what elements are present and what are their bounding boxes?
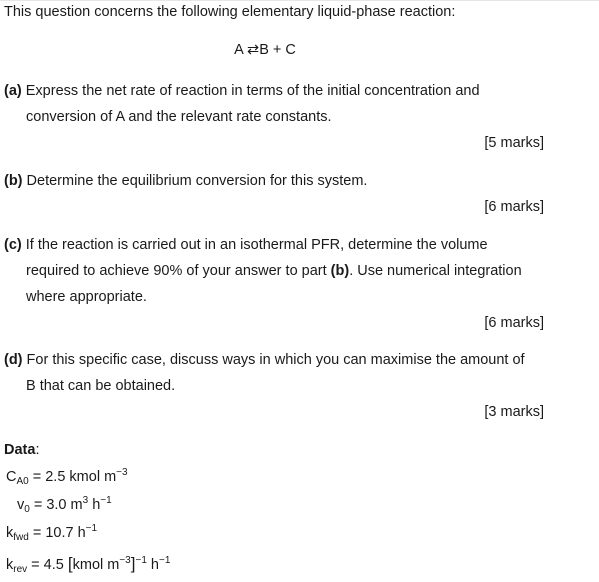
part-d-label: (d) (4, 352, 23, 368)
part-b-label: (b) (4, 173, 23, 189)
data-heading: Data: (4, 442, 40, 458)
reactant: A (234, 42, 243, 58)
part-a-label: (a) (4, 83, 22, 99)
reversible-arrow: ⇄ (247, 42, 260, 58)
part-c-line1: (c) If the reaction is carried out in an isothermal PFR, determine the volume (4, 237, 488, 253)
part-b-line1: (b) Determine the equilibrium conversion for this system. (4, 173, 368, 189)
data-item-ca0: $C_{A0} = 2.5$ kmol $m^{-3}$ (6, 467, 128, 487)
part-a-line1: (a) Express the net rate of reaction in terms of the initial concentration and (4, 83, 480, 99)
part-a-marks: [5 marks] (484, 135, 544, 151)
intro-text: This question concerns the following elementary liquid-phase reaction: (4, 4, 456, 20)
part-d-line2: B that can be obtained. (26, 378, 176, 394)
reaction-equation (0, 42, 530, 58)
part-d-marks: [3 marks] (484, 404, 544, 420)
products: B + C (259, 42, 296, 58)
part-d-line1: (d) For this specific case, discuss ways in which you can maximise the amount of (4, 352, 525, 368)
part-c-line3: where appropriate. (26, 289, 147, 305)
data-item-v0: $v_0 = 3.0$ $m^3$ $h^{-1}$ (17, 495, 112, 515)
part-a-line2: conversion of A and the relevant rate constants. (26, 109, 332, 125)
part-c-marks: [6 marks] (484, 315, 544, 331)
data-item-kfwd: $k_{fwd} = 10.7$ $h^{-1}$ (6, 523, 98, 543)
part-b-marks: [6 marks] (484, 199, 544, 215)
part-c-label: (c) (4, 237, 22, 253)
part-c-line2: required to achieve 90% of your answer to part (b). Use numerical integration (26, 263, 522, 279)
data-item-krev: $k_{rev} = 4.5$ [kmol $m^{-3}]^{-1}$ $h^{-1}$ (6, 554, 171, 575)
top-border (0, 0, 599, 1)
